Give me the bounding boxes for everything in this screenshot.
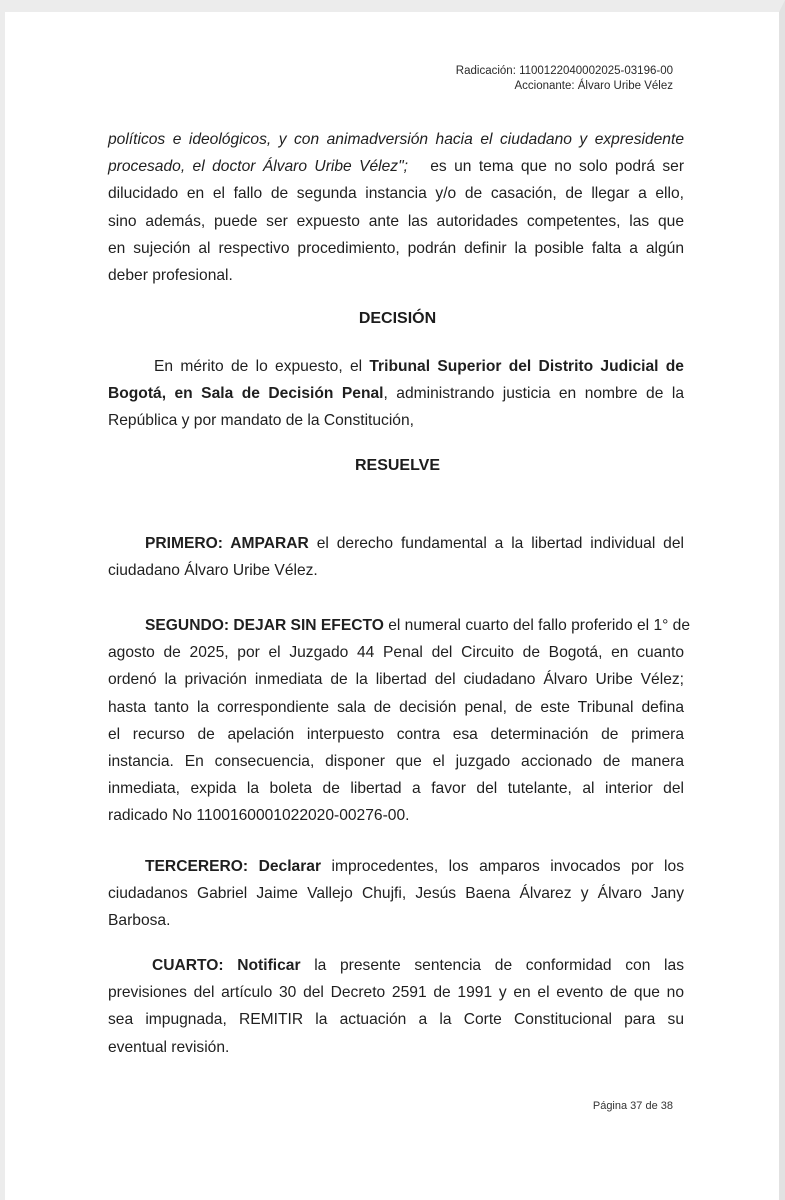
primero-line: PRIMERO: AMPARAR el derecho fundamental a la libertad individual del (145, 535, 684, 552)
cuarto-line: eventual revisión. (108, 1038, 230, 1056)
merito-line: En mérito de lo expuesto, el Tribunal Superior del Distrito Judicial de (154, 358, 684, 375)
intro-line: procesado, el doctor Álvaro Uribe Vélez"; es un tema que no solo podrá ser (108, 158, 685, 176)
tercero-line: ciudadanos Gabriel Jaime Vallejo Chujfi, Jesús Baena Álvarez y Álvaro Jany (108, 885, 684, 903)
merito-paragraph (108, 353, 684, 435)
segundo-line: ordenó la privación inmediata de la libertad del ciudadano Álvaro Uribe Vélez; (108, 671, 684, 689)
cuarto-line: CUARTO: Notificar la presente sentencia de conformidad con las (152, 957, 684, 974)
segundo-line: SEGUNDO: DEJAR SIN EFECTO el numeral cuarto del fallo proferido el 1° de (145, 617, 691, 634)
radicacion-number: Radicación: 1100122040002025-03196-00 (455, 65, 673, 77)
intro-line: sino además, puede ser expuesto ante las autoridades competentes, las que (108, 212, 684, 230)
intro-line: dilucidado en el fallo de segunda instancia y/o de casación, de llegar a ello, (108, 185, 684, 203)
intro-line: políticos e ideológicos, y con animadversión hacia el ciudadano y expresidente (108, 131, 684, 148)
intro-line: en sujeción al respectivo procedimiento, podrán definir la posible falta a algún (108, 239, 684, 257)
segundo-line: hasta tanto la correspondiente sala de decisión penal, de este Tribunal defina (108, 698, 684, 716)
intro-line: deber profesional. (108, 267, 233, 285)
intro-paragraph (108, 126, 684, 289)
merito-line: Bogotá, en Sala de Decisión Penal, administrando justicia en nombre de la (108, 385, 685, 403)
merito-line: República y por mandato de la Constitución, (108, 412, 414, 430)
cuarto-line: sea impugnada, REMITIR la actuación a la Corte Constitucional para su (108, 1011, 684, 1029)
tercero-line: TERCERERO: Declarar improcedentes, los amparos invocados por los (145, 858, 684, 875)
primero-line: ciudadano Álvaro Uribe Vélez. (108, 562, 318, 580)
tercero-line: Barbosa. (108, 912, 171, 930)
page-number: Página 37 de 38 (592, 1100, 673, 1112)
decision-heading: DECISIÓN (358, 310, 437, 327)
cuarto-paragraph (108, 952, 684, 1061)
segundo-line: el recurso de apelación interpuesto contra esa determinación de primera (108, 725, 684, 743)
tercero-paragraph (108, 853, 684, 935)
accionante-name: Accionante: Álvaro Uribe Vélez (514, 80, 673, 92)
primero-paragraph (108, 530, 684, 584)
document-header (456, 64, 673, 94)
segundo-line: instancia. En consecuencia, disponer que el juzgado accionado de manera (108, 753, 684, 771)
resuelve-heading: RESUELVE (354, 457, 441, 474)
segundo-line: agosto de 2025, por el Juzgado 44 Penal del Circuito de Bogotá, en cuanto (108, 644, 684, 662)
cuarto-line: previsiones del artículo 30 del Decreto 2591 de 1991 y en el evento de que no (108, 984, 684, 1002)
segundo-line: inmediata, expida la boleta de libertad a favor del tutelante, al interior del (108, 780, 684, 798)
segundo-line: radicado No 1100160001022020-00276-00. (108, 807, 410, 825)
segundo-paragraph (108, 612, 691, 830)
